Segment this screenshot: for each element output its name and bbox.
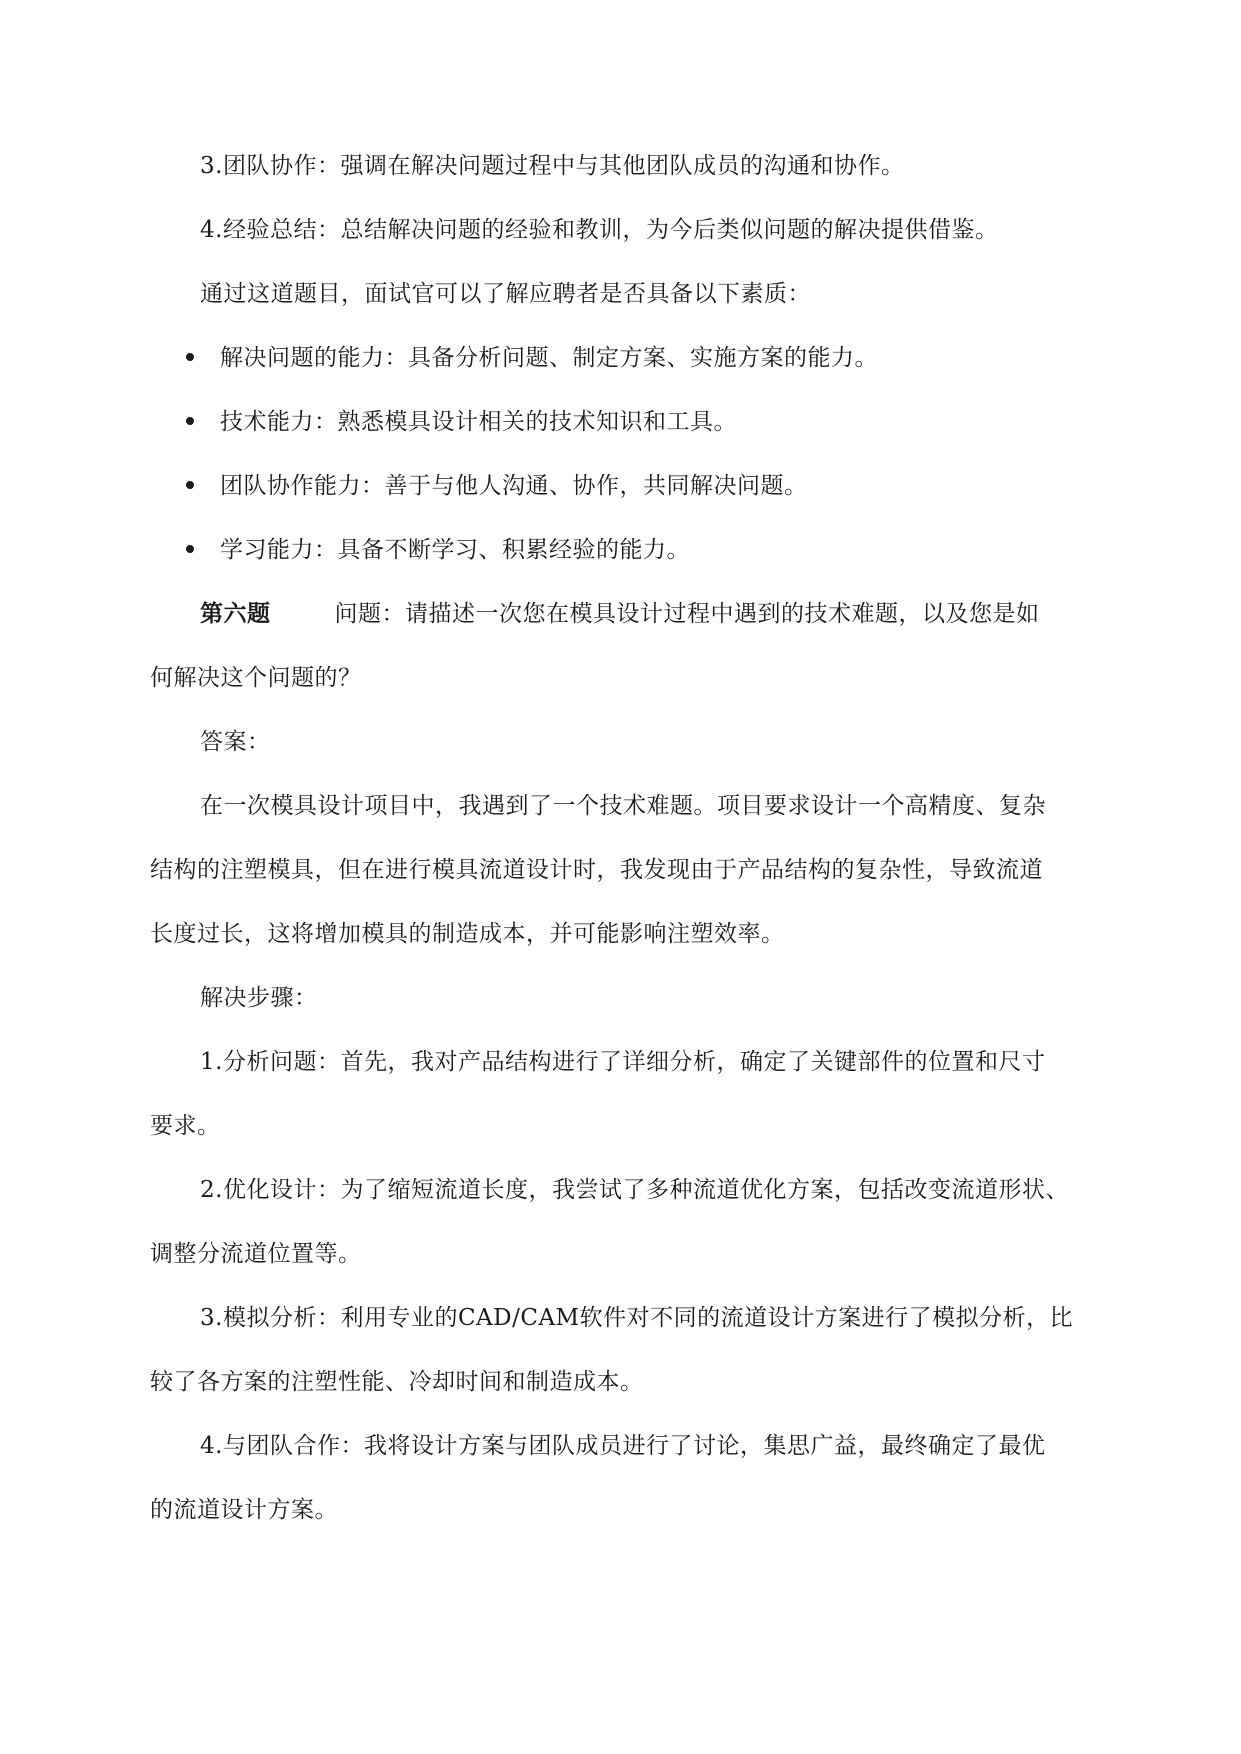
bullet-item [186, 534, 1090, 566]
text-line-experience: 4.经验总结：总结解决问题的经验和教训，为今后类似问题的解决提供借鉴。 [200, 217, 999, 243]
step-line-continued: 较了各方案的注塑性能、冷却时间和制造成本。 [150, 1369, 644, 1395]
steps-label: 解决步骤： [200, 985, 318, 1011]
step-line: 4.与团队合作：我将设计方案与团队成员进行了讨论，集思广益，最终确定了最优 [200, 1433, 1046, 1459]
bullet-text: 团队协作能力：善于与他人沟通、协作，共同解决问题。 [220, 473, 808, 499]
question-line-continued: 何解决这个问题的？ [150, 665, 362, 691]
text-line-teamwork: 3.团队协作：强调在解决问题过程中与其他团队成员的沟通和协作。 [200, 153, 905, 179]
text-line-intro: 通过这道题目，面试官可以了解应聘者是否具备以下素质： [200, 281, 811, 307]
bullet-item [186, 406, 1090, 438]
answer-label: 答案： [200, 729, 271, 755]
step-line: 1.分析问题：首先，我对产品结构进行了详细分析，确定了关键部件的位置和尺寸 [200, 1049, 1046, 1075]
paragraph-line: 长度过长，这将增加模具的制造成本，并可能影响注塑效率。 [150, 921, 785, 947]
step-line-continued: 的流道设计方案。 [150, 1497, 338, 1523]
bullet-text: 技术能力：熟悉模具设计相关的技术知识和工具。 [220, 409, 737, 435]
step-line: 2.优化设计：为了缩短流道长度，我尝试了多种流道优化方案，包括改变流道形状、 [200, 1177, 1069, 1203]
question-line [200, 598, 1090, 630]
bullet-dot-icon [186, 481, 194, 489]
bullet-dot-icon [186, 545, 194, 553]
bullet-text: 解决问题的能力：具备分析问题、制定方案、实施方案的能力。 [220, 345, 878, 371]
bullet-text: 学习能力：具备不断学习、积累经验的能力。 [220, 537, 690, 563]
bullet-item [186, 342, 1090, 374]
bullet-item [186, 470, 1090, 502]
question-text: 问题：请描述一次您在模具设计过程中遇到的技术难题，以及您是如 [334, 601, 1040, 627]
step-line-continued: 调整分流道位置等。 [150, 1241, 362, 1267]
paragraph-line: 结构的注塑模具，但在进行模具流道设计时，我发现由于产品结构的复杂性，导致流道 [150, 857, 1043, 883]
question-label: 第六题 [200, 601, 271, 627]
bullet-dot-icon [186, 417, 194, 425]
step-line-continued: 要求。 [150, 1113, 221, 1139]
paragraph-line: 在一次模具设计项目中，我遇到了一个技术难题。项目要求设计一个高精度、复杂 [200, 793, 1046, 819]
step-line: 3.模拟分析：利用专业的CAD/CAM软件对不同的流道设计方案进行了模拟分析，比 [200, 1305, 1074, 1331]
bullet-dot-icon [186, 353, 194, 361]
